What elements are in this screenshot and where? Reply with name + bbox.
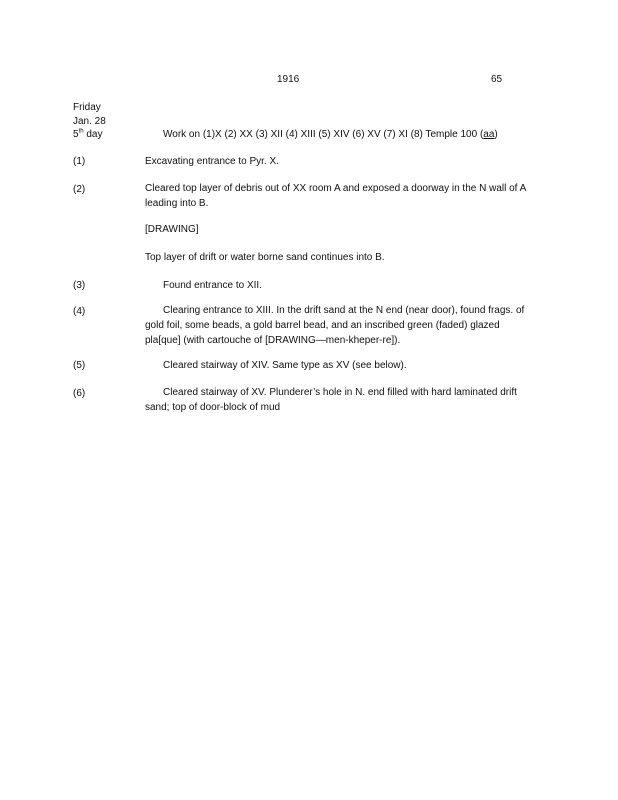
entry-label-4: (4) [73, 306, 86, 317]
work-summary-prefix: Work on (1)X (2) XX (3) XII (4) XIII (5) XIV (6) XV (7) XI (8) Temple 100 ( [163, 129, 484, 140]
work-summary-suffix: ) [494, 129, 498, 140]
day-count-suffix: th [78, 128, 84, 135]
day-count-word: day [83, 129, 103, 140]
entry-text-4: Clearing entrance to XIII. In the drift sand at the N end (near door), found frags. of gold foil, some beads, a gold barrel bead, and an inscribed green (faded) glazed pla[que] (with cartouche of [DRAWING—men-kheper-re]). [145, 305, 525, 346]
header-year: 1916 [277, 74, 300, 85]
work-summary-underlined: aa [483, 129, 495, 140]
entry-text-6: Cleared stairway of XV. Plunderer’s hole in N. end filled with hard laminated drift sand; top of door-block of mud [145, 387, 517, 413]
entry-label-3: (3) [73, 280, 86, 291]
entry-text-2-continued: Top layer of drift or water borne sand continues into B. [145, 252, 385, 263]
entry-text-5: Cleared stairway of XIV. Same type as XV (see below). [163, 360, 407, 371]
entry-drawing-placeholder: [DRAWING] [145, 224, 199, 235]
entry-text-3: Found entrance to XII. [163, 280, 262, 291]
entry-label-2: (2) [73, 184, 86, 195]
entry-label-1: (1) [73, 156, 86, 167]
entry-label-5: (5) [73, 360, 86, 371]
work-summary-line [163, 128, 498, 141]
date-day-count [73, 128, 102, 141]
date-day-month: Jan. 28 [73, 116, 106, 127]
page-number: 65 [491, 74, 503, 85]
entry-label-6: (6) [73, 388, 86, 399]
entry-text-2: Cleared top layer of debris out of XX room A and exposed a doorway in the N wall of A leading into B. [145, 183, 526, 209]
date-weekday: Friday [73, 102, 101, 113]
entry-text-1: Excavating entrance to Pyr. X. [145, 156, 279, 167]
day-count-number: 5 [73, 129, 79, 140]
